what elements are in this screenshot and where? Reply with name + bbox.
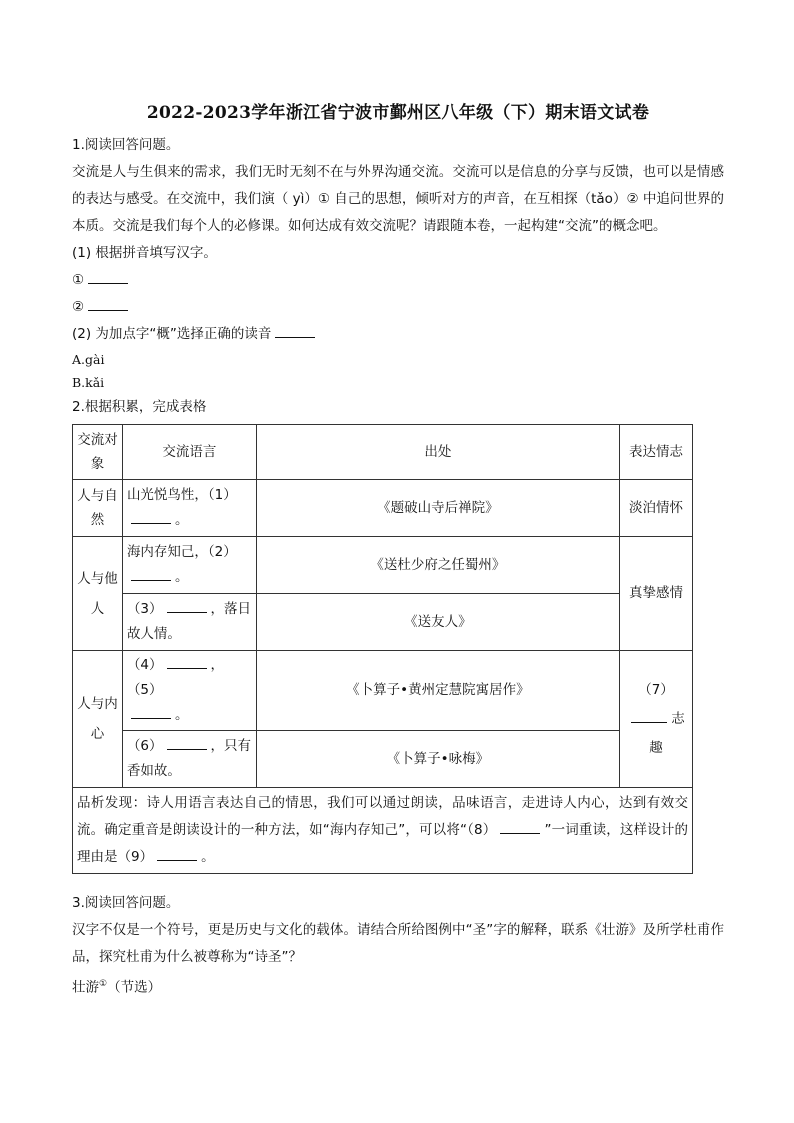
footnote-mark: ① (99, 979, 108, 989)
answer-blank[interactable] (131, 511, 171, 524)
q1-blank2-line (72, 294, 724, 321)
language-text: 。 (174, 707, 189, 723)
exam-page (72, 98, 724, 1002)
answer-blank[interactable] (167, 656, 207, 669)
header-language: 交流语言 (122, 425, 256, 480)
note-text: 。 (201, 849, 215, 865)
q1-sub2-line (72, 321, 724, 348)
q1-option-a[interactable]: A.gài (72, 352, 105, 367)
header-emotion: 表达情志 (620, 425, 693, 480)
q2-table (72, 424, 693, 874)
q1-passage: 交流是人与生俱来的需求，我们无时无刻不在与外界沟通交流。交流可以是信息的分享与反馈，也可以是情感的表达与感受。在交流中，我们演（ yì）① 自己的思想，倾听对方的声音，在互相探（tǎo）② 中追问世界的本质。交流是我们每个人的必修课。如何达成有效交流呢？请跟随本卷，一起构建“交流”的概念吧。 (72, 164, 724, 234)
language-text: 。 (174, 569, 189, 585)
q1-sub2: (2) 为加点字“概”选择正确的读音 (72, 326, 272, 342)
language-text: （6） (126, 738, 163, 754)
q1-blank1-line (72, 267, 724, 294)
q2-heading: 2.根据积累，完成表格 (72, 399, 207, 415)
q3-heading: 3.阅读回答问题。 (72, 895, 180, 911)
note-text: ”一词重读，这样设计的理由是（9） (77, 822, 688, 865)
row-source: 《题破山寺后禅院》 (256, 480, 619, 537)
row-language (122, 480, 256, 537)
language-text: 山光悦鸟性，（1） (126, 487, 237, 503)
emotion-label: （7） (638, 681, 674, 698)
q3-poem-title-line (72, 971, 724, 1002)
q1-blank1-label: ① (72, 272, 85, 288)
language-text: ，落日故人情。 (126, 601, 252, 642)
answer-blank[interactable] (167, 600, 207, 613)
answer-blank[interactable] (500, 821, 540, 834)
row-object: 人与内心 (73, 651, 123, 788)
row-emotion: 真挚感情 (620, 537, 693, 651)
table-row (73, 731, 693, 788)
emotion-text: 志趣 (649, 710, 685, 756)
row-language (122, 731, 256, 788)
answer-blank[interactable] (88, 271, 128, 284)
answer-blank[interactable] (157, 848, 197, 861)
q1-heading: 1.阅读回答问题。 (72, 137, 180, 153)
language-text: 海内存知己，（2） (126, 544, 237, 560)
table-row (73, 537, 693, 594)
q3-passage: 汉字不仅是一个符号，更是历史与文化的载体。请结合所给图例中“圣”字的解释，联系《壮游》及所学杜甫作品，探究杜甫为什么被尊称为“诗圣”？ (72, 922, 724, 965)
language-text: ，只有香如故。 (126, 738, 252, 779)
row-language (122, 651, 256, 731)
poem-note: （节选） (107, 979, 162, 996)
table-note (73, 788, 693, 874)
answer-blank[interactable] (88, 298, 128, 311)
exam-title: 2022-2023学年浙江省宁波市鄞州区八年级（下）期末语文试卷 (146, 103, 650, 123)
header-object: 交流对象 (73, 425, 123, 480)
row-source: 《卜算子•黄州定慧院寓居作》 (256, 651, 619, 731)
row-language (122, 537, 256, 594)
header-source: 出处 (256, 425, 619, 480)
answer-blank[interactable] (131, 568, 171, 581)
note-text: 品析发现：诗人用语言表达自己的情思，我们可以通过朗读，品味语言，走进诗人内心，达到有效交流。确定重音是朗读设计的一种方法，如“海内存知己”，可以将“（8） (77, 795, 688, 838)
row-source: 《送杜少府之任蜀州》 (256, 537, 619, 594)
row-source: 《卜算子•咏梅》 (256, 731, 619, 788)
table-row (73, 594, 693, 651)
table-header-row (73, 425, 693, 480)
row-emotion (620, 651, 693, 788)
row-source: 《送友人》 (256, 594, 619, 651)
poem-title: 壮游 (72, 979, 99, 996)
answer-blank[interactable] (275, 325, 315, 338)
row-language (122, 594, 256, 651)
row-emotion: 淡泊情怀 (620, 480, 693, 537)
language-text: （4） (126, 657, 163, 673)
language-text: ，（5） (126, 657, 225, 698)
answer-blank[interactable] (167, 737, 207, 750)
q1-blank2-label: ② (72, 299, 85, 315)
language-text: （3） (126, 601, 163, 617)
answer-blank[interactable] (631, 710, 667, 723)
q1-sub1: (1) 根据拼音填写汉字。 (72, 245, 217, 261)
answer-blank[interactable] (131, 706, 171, 719)
row-object: 人与他人 (73, 537, 123, 651)
table-row (73, 651, 693, 731)
table-note-row (73, 788, 693, 874)
q1-option-b[interactable]: B.kǎi (72, 375, 105, 390)
language-text: 。 (174, 512, 189, 528)
row-object: 人与自然 (73, 480, 123, 537)
table-row (73, 480, 693, 537)
